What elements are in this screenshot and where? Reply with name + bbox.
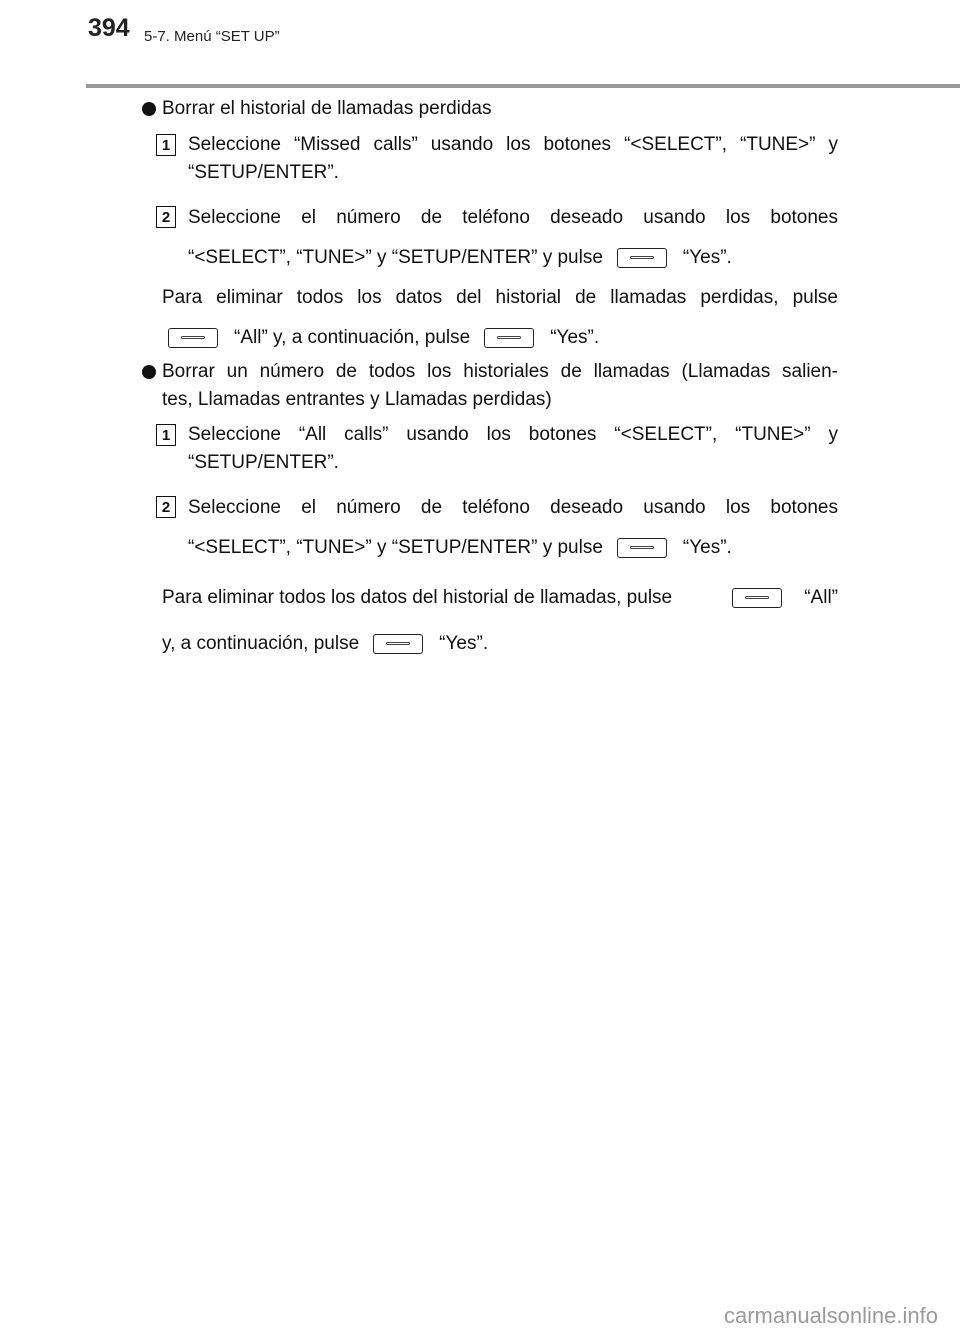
section1-note-text-b: “Yes”. [550,327,600,348]
section1-step2-text-a: “<SELECT”, “TUNE>” y “SETUP/ENTER” y pulse [188,247,603,268]
display-button-icon [168,328,218,348]
step-badge-1: 1 [156,134,176,156]
section1-note-line2 [162,326,599,350]
display-button-icon [617,538,667,558]
section1-step1-line2: “SETUP/ENTER”. [188,162,339,183]
step-badge-2: 2 [156,496,176,518]
bullet-icon [142,102,156,116]
section1-title: Borrar el historial de llamadas perdidas [162,98,492,119]
page-number: 394 [88,14,130,42]
section1-step2-line1: Seleccione el número de teléfono deseado usando los botones [188,207,838,228]
section2-step1-line2: “SETUP/ENTER”. [188,452,339,473]
page-header [0,0,960,90]
display-button-icon [732,588,782,608]
step-badge-1: 1 [156,424,176,446]
display-button-icon [373,634,423,654]
display-button-icon [484,328,534,348]
section2-title-line1: Borrar un número de todos los historiales de llamadas (Llamadas salien- [162,361,838,382]
bullet-icon [142,365,156,379]
section1-step2-line2 [188,246,732,270]
section2-step2-line1: Seleccione el número de teléfono deseado usando los botones [188,497,838,518]
header-rule [86,84,960,88]
section1-step2-text-b: “Yes”. [682,247,732,268]
section2-note-text-a: Para eliminar todos los datos del historial de llamadas, pulse [162,587,673,608]
section2-step2-text-a: “<SELECT”, “TUNE>” y “SETUP/ENTER” y pulse [188,537,603,558]
section2-step2-line2 [188,536,732,560]
section2-note-text-b: “All” [804,587,838,608]
section2-note-text-c: y, a continuación, pulse [162,633,360,654]
section-title: 5-7. Menú “SET UP” [144,28,280,45]
step-badge-2: 2 [156,206,176,228]
section2-step2-text-b: “Yes”. [682,537,732,558]
display-button-icon [617,248,667,268]
section2-note-line2 [162,632,488,656]
section2-title-line2: tes, Llamadas entrantes y Llamadas perdidas) [162,389,552,410]
section2-note-line1 [162,586,838,610]
section1-note-text-a: “All” y, a continuación, pulse [234,327,471,348]
section2-note-text-d: “Yes”. [439,633,489,654]
section1-note-line1: Para eliminar todos los datos del historial de llamadas perdidas, pulse [162,287,838,308]
section1-step1-line1: Seleccione “Missed calls” usando los botones “<SELECT”, “TUNE>” y [188,134,838,155]
watermark: carmanualsonline.info [723,1303,938,1328]
section2-step1-line1: Seleccione “All calls” usando los botones “<SELECT”, “TUNE>” y [188,424,838,445]
